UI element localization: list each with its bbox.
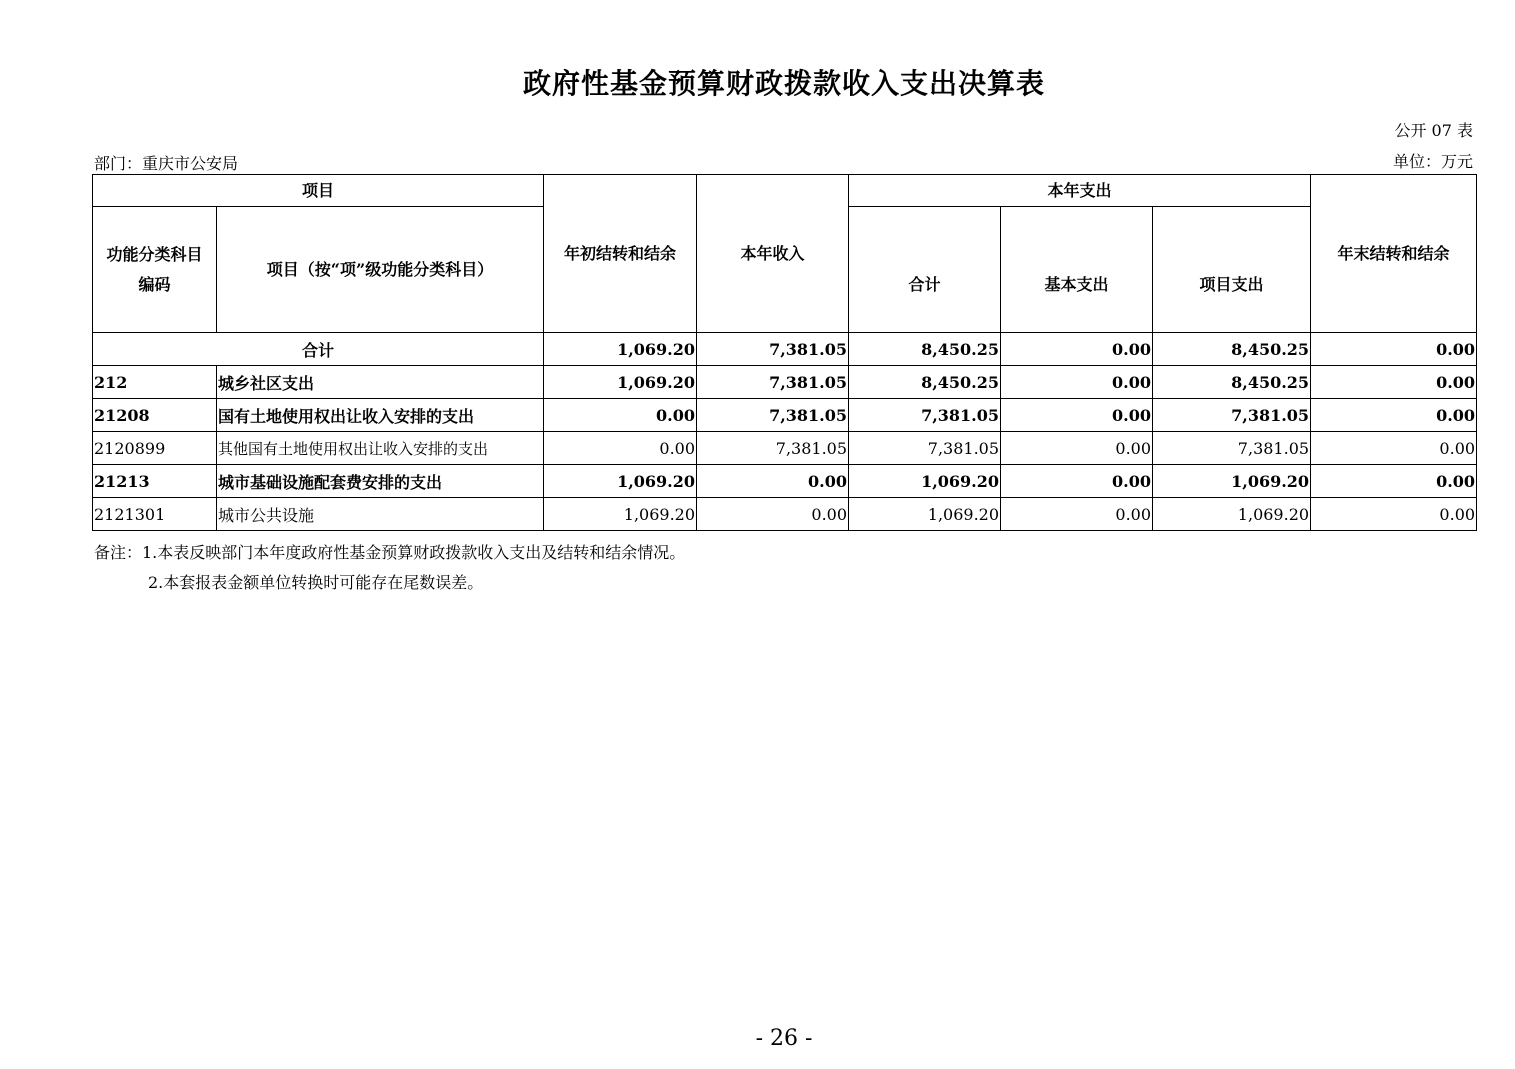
row-code: 212 — [93, 366, 217, 399]
header-closing-balance: 年末结转和结余 — [1311, 175, 1477, 333]
header-project: 项目（按“项”级功能分类科目） — [217, 207, 544, 333]
row-opening-balance: 0.00 — [544, 399, 697, 432]
row-expense-total: 1,069.20 — [849, 498, 1001, 531]
table-row — [93, 399, 1477, 432]
total-opening-balance: 1,069.20 — [544, 333, 697, 366]
page-number: - 26 - — [755, 1026, 813, 1051]
row-name: 城乡社区支出 — [217, 366, 544, 399]
header-project-group: 项目 — [93, 175, 544, 207]
note-2: 2.本套报表金额单位转换时可能存在尾数误差。 — [148, 573, 484, 592]
header-basic-expense: 基本支出 — [1001, 207, 1153, 333]
total-income: 7,381.05 — [697, 333, 849, 366]
table-row — [93, 366, 1477, 399]
row-opening-balance: 1,069.20 — [544, 465, 697, 498]
row-expense-total: 7,381.05 — [849, 399, 1001, 432]
row-project-expense: 7,381.05 — [1153, 399, 1311, 432]
row-name: 其他国有土地使用权出让收入安排的支出 — [217, 432, 544, 465]
row-code: 2121301 — [93, 498, 217, 531]
row-income: 7,381.05 — [697, 366, 849, 399]
form-number: 公开 07 表 — [1394, 121, 1473, 140]
row-closing-balance: 0.00 — [1311, 498, 1477, 531]
row-income: 7,381.05 — [697, 399, 849, 432]
row-income: 0.00 — [697, 465, 849, 498]
header-expense-total: 合计 — [849, 207, 1001, 333]
header-code: 功能分类科目编码 — [93, 207, 217, 333]
department-label: 部门：重庆市公安局 — [94, 154, 239, 173]
header-opening-balance: 年初结转和结余 — [544, 175, 697, 333]
row-project-expense: 8,450.25 — [1153, 366, 1311, 399]
row-expense-total: 7,381.05 — [849, 432, 1001, 465]
row-closing-balance: 0.00 — [1311, 366, 1477, 399]
row-basic-expense: 0.00 — [1001, 465, 1153, 498]
table-row — [93, 432, 1477, 465]
row-closing-balance: 0.00 — [1311, 465, 1477, 498]
header-expense-group: 本年支出 — [849, 175, 1311, 207]
header-row-top — [93, 175, 1477, 207]
header-project-expense: 项目支出 — [1153, 207, 1311, 333]
row-opening-balance: 0.00 — [544, 432, 697, 465]
row-closing-balance: 0.00 — [1311, 399, 1477, 432]
notes — [94, 538, 685, 598]
row-project-expense: 1,069.20 — [1153, 465, 1311, 498]
row-expense-total: 8,450.25 — [849, 366, 1001, 399]
total-row — [93, 333, 1477, 366]
total-basic-expense: 0.00 — [1001, 333, 1153, 366]
row-code: 2120899 — [93, 432, 217, 465]
row-closing-balance: 0.00 — [1311, 432, 1477, 465]
row-basic-expense: 0.00 — [1001, 432, 1153, 465]
row-name: 城市公共设施 — [217, 498, 544, 531]
row-opening-balance: 1,069.20 — [544, 366, 697, 399]
row-basic-expense: 0.00 — [1001, 399, 1153, 432]
row-opening-balance: 1,069.20 — [544, 498, 697, 531]
page-title: 政府性基金预算财政拨款收入支出决算表 — [522, 67, 1045, 100]
row-project-expense: 1,069.20 — [1153, 498, 1311, 531]
unit-label: 单位：万元 — [1392, 152, 1473, 171]
row-name: 城市基础设施配套费安排的支出 — [217, 465, 544, 498]
total-project-expense: 8,450.25 — [1153, 333, 1311, 366]
total-closing-balance: 0.00 — [1311, 333, 1477, 366]
note-1: 备注：1.本表反映部门本年度政府性基金预算财政拨款收入支出及结转和结余情况。 — [94, 543, 686, 562]
table-row — [93, 465, 1477, 498]
row-income: 7,381.05 — [697, 432, 849, 465]
total-label: 合计 — [93, 333, 544, 366]
table-row — [93, 498, 1477, 531]
row-project-expense: 7,381.05 — [1153, 432, 1311, 465]
row-code: 21208 — [93, 399, 217, 432]
header-income: 本年收入 — [697, 175, 849, 333]
total-expense-total: 8,450.25 — [849, 333, 1001, 366]
row-code: 21213 — [93, 465, 217, 498]
row-basic-expense: 0.00 — [1001, 498, 1153, 531]
budget-table — [92, 174, 1477, 531]
row-expense-total: 1,069.20 — [849, 465, 1001, 498]
row-name: 国有土地使用权出让收入安排的支出 — [217, 399, 544, 432]
row-income: 0.00 — [697, 498, 849, 531]
row-basic-expense: 0.00 — [1001, 366, 1153, 399]
